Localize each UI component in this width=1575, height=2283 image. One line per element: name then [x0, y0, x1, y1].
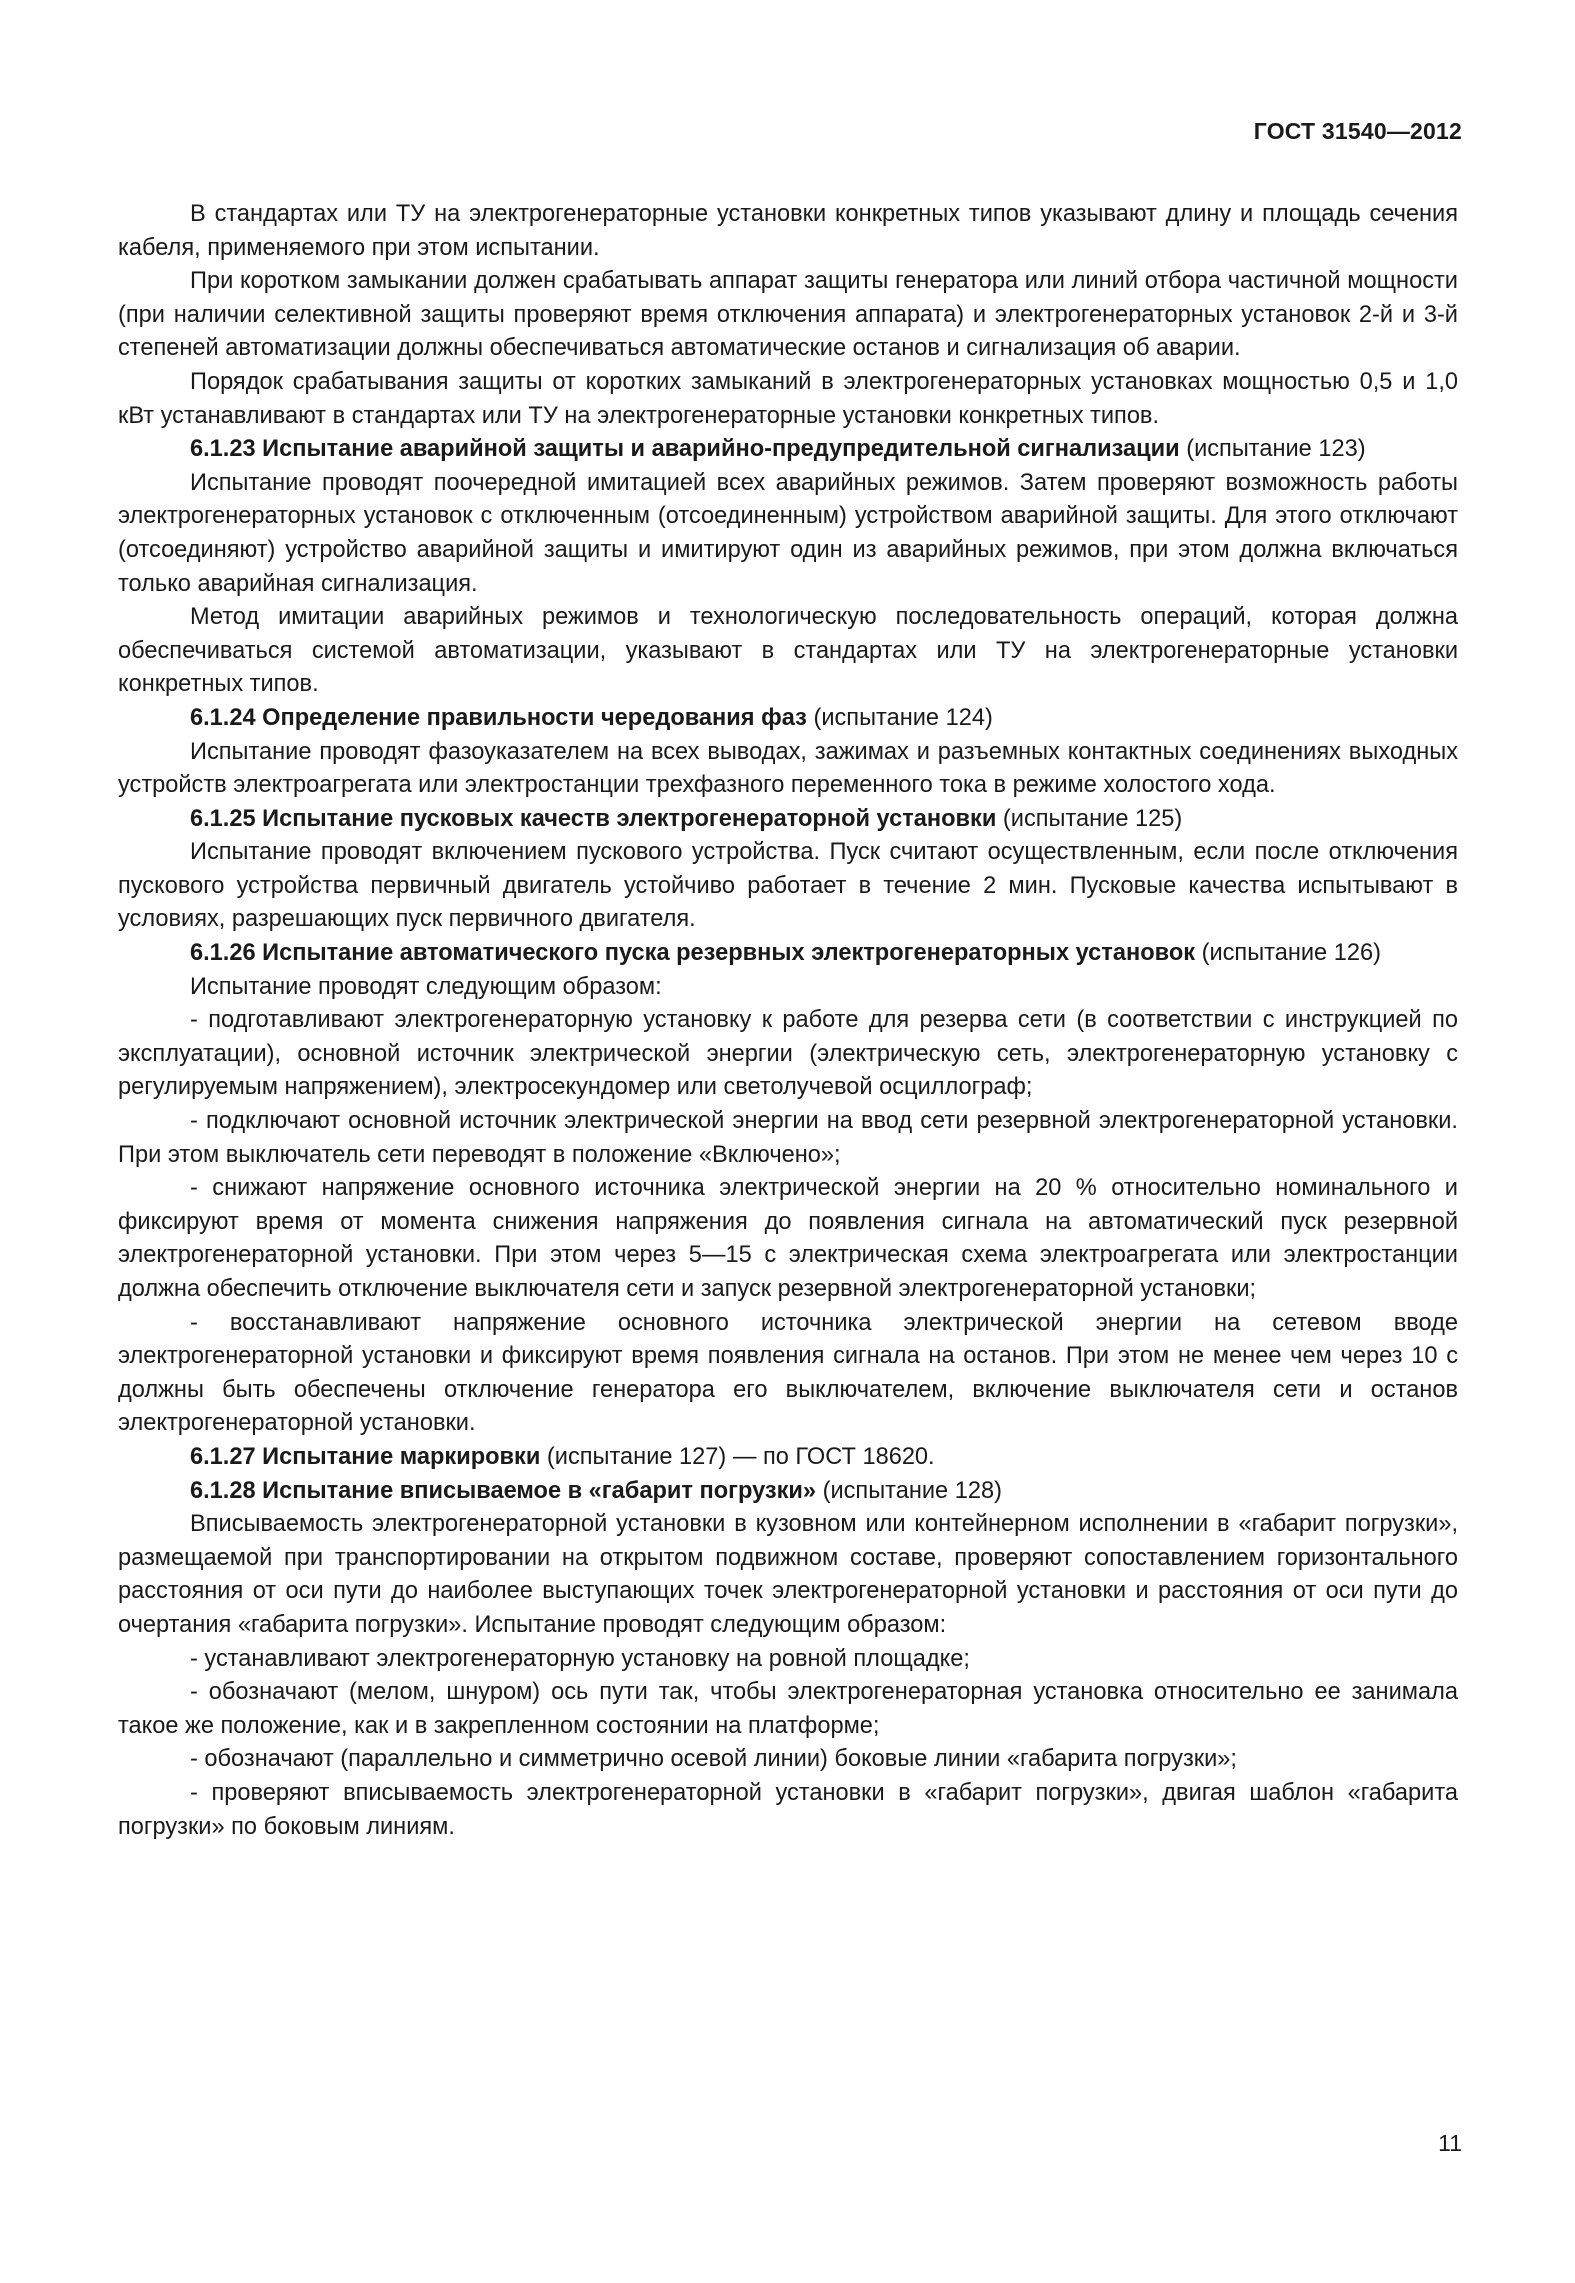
paragraph: [118, 1643, 1458, 1677]
paragraph-text: Испытание проводят следующим образом:: [190, 973, 662, 1000]
paragraph: [118, 198, 1458, 265]
paragraph: [118, 265, 1458, 366]
paragraph: [118, 971, 1458, 1005]
paragraph-text: (испытание 123): [1179, 436, 1366, 463]
paragraph: [118, 1172, 1458, 1306]
paragraph-text: - снижают напряжение основного источника электрической энергии на 20 % относительно номинального и фиксируют время от момента снижения напряжения до появления сигнала на автоматический пуск резервной электрогенераторной установки. При этом через 5—15 с электрическая схема электроагрегата или электростанции должна обеспечить отключение выключателя сети и запуск резервной электрогенераторной установки;: [118, 1175, 1458, 1302]
paragraph-text: (испытание 127) — по ГОСТ 18620.: [540, 1443, 935, 1470]
paragraph: [118, 366, 1458, 433]
paragraph-text: (испытание 124): [806, 704, 993, 731]
section-heading: 6.1.24 Определение правильности чередования фаз: [190, 704, 807, 731]
paragraph: [118, 1676, 1458, 1743]
paragraph-text: При коротком замыкании должен срабатывать аппарат защиты генератора или линий отбора частичной мощности (при наличии селективной защиты проверяют время отключения аппарата) и электрогенераторных установок 2-й и 3-й степеней автоматизации должны обеспечиваться автоматические останов и сигнализация об аварии.: [118, 268, 1458, 362]
section-heading: 6.1.23 Испытание аварийной защиты и аварийно-предупредительной сигнализации: [190, 436, 1180, 463]
paragraph: [118, 836, 1458, 937]
paragraph-text: Испытание проводят поочередной имитацией всех аварийных режимов. Затем проверяют возможность работы электрогенераторных установок с отключенным (отсоединенным) устройством аварийной защиты. Для этого отключают (отсоединяют) устройство аварийной защиты и имитируют один из аварийных режимов, при этом должна включаться только аварийная сигнализация.: [118, 469, 1458, 597]
paragraph-text: (испытание 126): [1195, 940, 1381, 967]
paragraph: [118, 702, 1458, 736]
paragraph-text: Вписываемость электрогенераторной установки в кузовном или контейнерном исполнении в «габарит погрузки», размещаемой при транспортировании на открытом подвижном составе, проверяют сопоставлением горизонтального расстояния от оси пути до наиболее выступающих точек электрогенераторной установки и расстояния от оси пути до очертания «габарита погрузки». Испытание проводят следующим образом:: [118, 1511, 1458, 1638]
paragraph-text: Метод имитации аварийных режимов и технологическую последовательность операций, которая должна обеспечиваться системой автоматизации, указывают в стандартах или ТУ на электрогенераторные установки конкретных типов.: [118, 604, 1458, 698]
paragraph-text: - обозначают (параллельно и симметрично осевой линии) боковые линии «габарита погрузки»;: [190, 1746, 1237, 1773]
document-number-header: ГОСТ 31540—2012: [1253, 118, 1462, 144]
paragraph: [118, 1475, 1458, 1509]
paragraph-text: (испытание 128): [816, 1477, 1002, 1504]
section-heading: 6.1.27 Испытание маркировки: [190, 1443, 541, 1470]
paragraph: [118, 803, 1458, 837]
paragraph-text: В стандартах или ТУ на электрогенераторные установки конкретных типов указывают длину и площадь сечения кабеля, применяемого при этом испытании.: [118, 201, 1458, 261]
section-heading: 6.1.26 Испытание автоматического пуска резервных электрогенераторных установок: [190, 940, 1196, 967]
section-heading: 6.1.28 Испытание вписываемое в «габарит погрузки»: [190, 1477, 817, 1504]
paragraph: [118, 1743, 1458, 1777]
paragraph: [118, 433, 1458, 467]
paragraph: [118, 736, 1458, 803]
paragraph-text: - обозначают (мелом, шнуром) ось пути так, чтобы электрогенераторная установка относительно ее занимала такое же положение, как и в закрепленном состоянии на платформе;: [118, 1679, 1458, 1739]
paragraph: [118, 1307, 1458, 1441]
paragraph: [118, 601, 1458, 702]
paragraph-text: (испытание 125): [996, 805, 1183, 832]
paragraph-text: Испытание проводят включением пускового устройства. Пуск считают осуществленным, если после отключения пускового устройства первичный двигатель устойчиво работает в течение 2 мин. Пусковые качества испытывают в условиях, разрешающих пуск первичного двигателя.: [118, 839, 1458, 933]
document-body: [118, 198, 1458, 1844]
section-heading: 6.1.25 Испытание пусковых качеств электрогенераторной установки: [190, 805, 997, 832]
paragraph-text: - подготавливают электрогенераторную установку к работе для резерва сети (в соответствии с инструкцией по эксплуатации), основной источник электрической энергии (электрическую сеть, электрогенераторную установку с регулируемым напряжением), электросекундомер или светолучевой осциллограф;: [118, 1007, 1458, 1101]
paragraph-text: - устанавливают электрогенераторную установку на ровной площадке;: [190, 1645, 970, 1672]
paragraph-text: - подключают основной источник электрической энергии на ввод сети резервной электрогенераторной установки. При этом выключатель сети переводят в положение «Включено»;: [118, 1108, 1458, 1168]
paragraph-text: - восстанавливают напряжение основного источника электрической энергии на сетевом вводе электрогенераторной установки и фиксируют время появления сигнала на останов. При этом не менее чем через 10 с должны быть обеспечены отключение генератора его выключателем, включение выключателя сети и останов электрогенераторной установки.: [118, 1309, 1458, 1437]
paragraph: [118, 467, 1458, 601]
paragraph: [118, 1508, 1458, 1642]
paragraph: [118, 1004, 1458, 1105]
paragraph-text: Порядок срабатывания защиты от коротких замыканий в электрогенераторных установках мощностью 0,5 и 1,0 кВт устанавливают в стандартах или ТУ на электрогенераторные установки конкретных типов.: [118, 368, 1458, 429]
paragraph: [118, 1105, 1458, 1172]
paragraph-text: - проверяют вписываемость электрогенераторной установки в «габарит погрузки», двигая шаблон «габарита погрузки» по боковым линиям.: [118, 1779, 1458, 1840]
paragraph-text: Испытание проводят фазоуказателем на всех выводах, зажимах и разъемных контактных соединениях выходных устройств электроагрегата или электростанции трехфазного переменного тока в режиме холостого хода.: [118, 738, 1458, 799]
paragraph: [118, 1777, 1458, 1844]
paragraph: [118, 937, 1458, 971]
paragraph: [118, 1441, 1458, 1475]
page-number: 11: [1438, 2130, 1462, 2156]
